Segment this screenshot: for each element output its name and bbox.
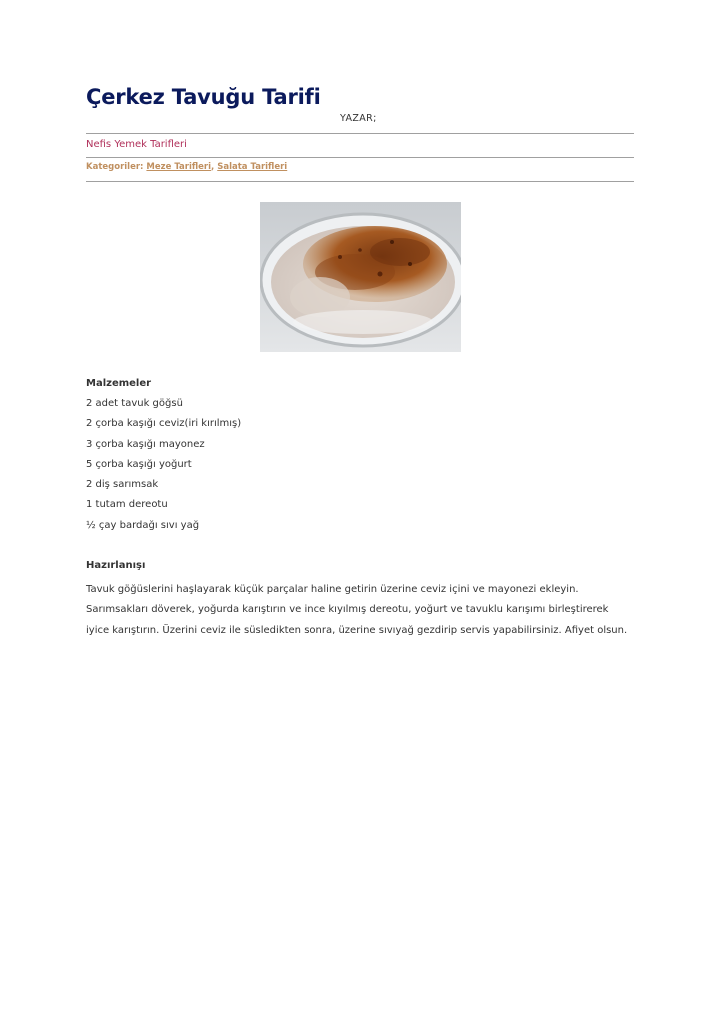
recipe-photo [260,202,461,352]
categories [86,162,287,172]
divider [86,133,634,134]
divider [86,181,634,182]
categories-label: Kategoriler: [86,162,144,172]
ingredients-heading: Malzemeler [86,378,152,389]
page-title: Çerkez Tavuğu Tarifi [86,85,321,109]
list-item: 5 çorba kaşığı yoğurt [86,458,192,470]
divider [86,157,634,158]
preparation-heading: Hazırlanışı [86,560,146,571]
list-item: 3 çorba kaşığı mayonez [86,438,205,450]
list-item: 2 adet tavuk göğsü [86,398,183,409]
list-item: 1 tutam dereotu [86,499,168,511]
preparation-text: Tavuk göğüslerini haşlayarak küçük parçalar haline getirin üzerine ceviz içini ve mayonezi ekleyin. Sarımsakları döverek, yoğurda karıştırın ve ince kıyılmış dereotu, yoğurt ve tavuklu karışımı birleştirerek iyice karıştırın. Üzerini ceviz ile süsledikten sonra, üzerine sıvıyağ gezdirip servis yapabilirsiniz. Afiyet olsun. [86,584,628,636]
category-separator: , [211,162,215,172]
list-item: 2 çorba kaşığı ceviz(iri kırılmış) [86,418,242,430]
category-link-meze[interactable]: Meze Tarifleri [146,162,212,172]
ingredients-list [86,398,241,540]
category-link-salata[interactable]: Salata Tarifleri [217,162,288,172]
author-label: YAZAR; [340,113,377,124]
list-item: 2 diş sarımsak [86,479,159,491]
site-name: Nefis Yemek Tarifleri [86,139,187,150]
list-item: ½ çay bardağı sıvı yağ [86,519,200,531]
